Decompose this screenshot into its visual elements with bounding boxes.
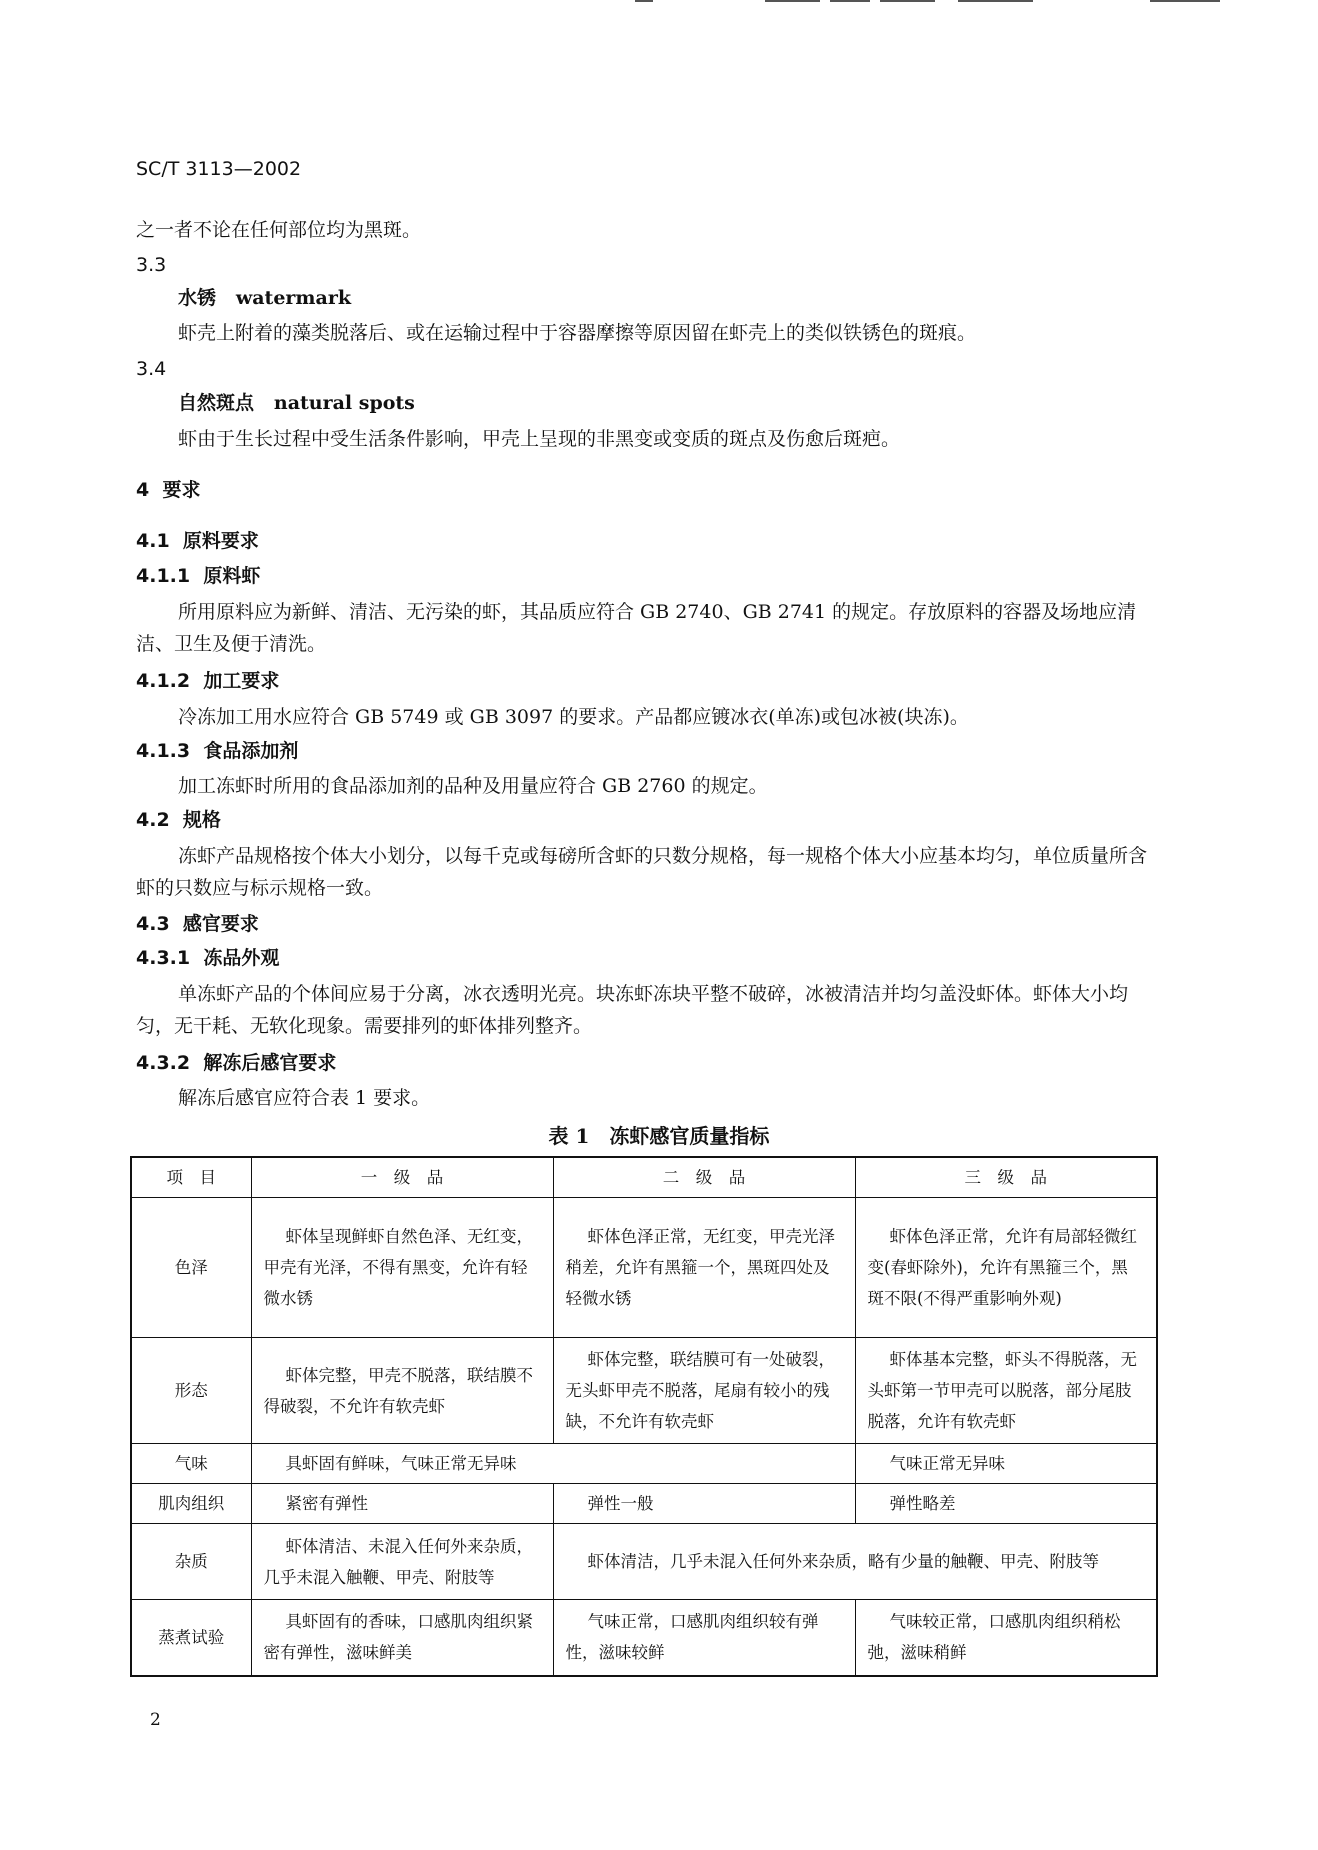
section-4-3-2-heading (136, 1050, 336, 1076)
cell-grade-3: 虾体基本完整，虾头不得脱落，无头虾第一节甲壳可以脱落，部分尾肢脱落，允许有软壳虾 (855, 1338, 1157, 1444)
cell-grade-3: 虾体色泽正常，允许有局部轻微红变(春虾除外)，允许有黑箍三个，黑斑不限(不得严重影响外观) (855, 1198, 1157, 1338)
section-4-2-body: 冻虾产品规格按个体大小划分，以每千克或每磅所含虾的只数分规格，每一规格个体大小应基本均匀，单位质量所含虾的只数应与标示规格一致。 (136, 845, 1148, 899)
row-item: 肌肉组织 (131, 1484, 251, 1524)
section-number: 4.3 (136, 913, 170, 935)
section-number: 4.1.2 (136, 670, 191, 692)
section-title: 原料虾 (203, 565, 261, 587)
row-item: 气味 (131, 1444, 251, 1484)
section-4-1-2-body: 冷冻加工用水应符合 GB 5749 或 GB 3097 的要求。产品都应镀冰衣(单冻)或包冰被(块冻)。 (178, 706, 969, 728)
cell-grade-3: 气味较正常，口感肌肉组织稍松弛，滋味稍鲜 (855, 1600, 1157, 1676)
scan-mark (765, 0, 820, 2)
scan-mark (958, 0, 1033, 2)
section-4-1-3-heading (136, 738, 298, 764)
term-natural-spots (178, 390, 415, 416)
term-watermark (178, 285, 351, 311)
section-title: 规格 (182, 809, 221, 831)
table-header-row (131, 1157, 1157, 1198)
scan-mark (1150, 0, 1220, 2)
definition-watermark: 虾壳上附着的藻类脱落后、或在运输过程中于容器摩擦等原因留在虾壳上的类似铁锈色的斑痕。 (178, 322, 977, 344)
cell-grade-1: 虾体完整，甲壳不脱落，联结膜不得破裂，不允许有软壳虾 (251, 1338, 553, 1444)
row-item: 色泽 (131, 1198, 251, 1338)
section-4-1-1-heading (136, 563, 260, 589)
definition-natural-spots: 虾由于生长过程中受生活条件影响，甲壳上呈现的非黑变或变质的斑点及伤愈后斑疤。 (178, 428, 901, 450)
cell-grade-3: 气味正常无异味 (855, 1444, 1157, 1484)
section-4-3-1-body: 单冻虾产品的个体间应易于分离，冰衣透明光亮。块冻虾冻块平整不破碎，冰被清洁并均匀盖没虾体。虾体大小均匀，无干耗、无软化现象。需要排列的虾体排列整齐。 (136, 983, 1129, 1037)
section-4-3-2-body: 解冻后感官应符合表 1 要求。 (178, 1087, 431, 1109)
section-number: 4.2 (136, 809, 170, 831)
cell-grade-1: 虾体呈现鲜虾自然色泽、无红变，甲壳有光泽，不得有黑变，允许有轻微水锈 (251, 1198, 553, 1338)
cell-grade-2: 虾体完整，联结膜可有一处破裂，无头虾甲壳不脱落，尾扇有较小的残缺，不允许有软壳虾 (553, 1338, 855, 1444)
term-en: natural spots (273, 392, 415, 414)
continuation-line: 之一者不论在任何部位均为黑斑。 (136, 219, 422, 241)
page-number: 2 (150, 1710, 161, 1730)
section-4-3-heading (136, 911, 259, 937)
cell-grade-2: 虾体色泽正常，无红变，甲壳光泽稍差，允许有黑箍一个，黑斑四处及轻微水锈 (553, 1198, 855, 1338)
section-4-1-heading (136, 528, 259, 554)
section-title: 感官要求 (182, 913, 259, 935)
section-number: 4.3.1 (136, 947, 191, 969)
table-row (131, 1524, 1157, 1600)
scan-mark (830, 0, 870, 2)
cell-grade-2: 气味正常，口感肌肉组织较有弹性，滋味较鲜 (553, 1600, 855, 1676)
cell-grade-1: 虾体清洁、未混入任何外来杂质，几乎未混入触鞭、甲壳、附肢等 (251, 1524, 553, 1600)
term-cn: 自然斑点 (178, 392, 255, 414)
section-4-2-heading (136, 807, 221, 833)
term-cn: 水锈 (178, 287, 217, 309)
cell-grade-2: 弹性一般 (553, 1484, 855, 1524)
section-4-heading (136, 477, 200, 503)
table-row (131, 1600, 1157, 1676)
table-row (131, 1444, 1157, 1484)
header-grade-1: 一 级 品 (251, 1157, 553, 1198)
header-grade-3: 三 级 品 (855, 1157, 1157, 1198)
cell-grade-2-3: 虾体清洁，几乎未混入任何外来杂质，略有少量的触鞭、甲壳、附肢等 (553, 1524, 1157, 1600)
section-title: 解冻后感官要求 (203, 1052, 337, 1074)
standard-number: SC/T 3113—2002 (136, 158, 302, 180)
cell-grade-1: 具虾固有的香味，口感肌肉组织紧密有弹性，滋味鲜美 (251, 1600, 553, 1676)
section-title: 加工要求 (203, 670, 280, 692)
section-4-3-1-heading (136, 945, 279, 971)
table-row (131, 1338, 1157, 1444)
row-item: 杂质 (131, 1524, 251, 1600)
section-number: 4.1 (136, 530, 170, 552)
section-number: 4 (136, 479, 150, 501)
section-number: 4.1.3 (136, 740, 191, 762)
cell-grade-3: 弹性略差 (855, 1484, 1157, 1524)
section-number: 4.3.2 (136, 1052, 191, 1074)
cell-grade-1-2: 具虾固有鲜味，气味正常无异味 (251, 1444, 855, 1484)
section-4-1-3-body: 加工冻虾时所用的食品添加剂的品种及用量应符合 GB 2760 的规定。 (178, 775, 768, 797)
section-title: 原料要求 (182, 530, 259, 552)
section-number: 4.1.1 (136, 565, 191, 587)
section-title: 要求 (162, 479, 201, 501)
section-3-3-number: 3.3 (136, 254, 167, 276)
scan-mark (635, 0, 653, 2)
table-row (131, 1484, 1157, 1524)
term-en: watermark (235, 287, 352, 309)
section-3-4-number: 3.4 (136, 358, 167, 380)
section-title: 食品添加剂 (203, 740, 299, 762)
sensory-quality-table (130, 1156, 1158, 1677)
header-grade-2: 二 级 品 (553, 1157, 855, 1198)
table-row (131, 1198, 1157, 1338)
section-title: 冻品外观 (203, 947, 280, 969)
row-item: 蒸煮试验 (131, 1600, 251, 1676)
header-item: 项 目 (131, 1157, 251, 1198)
cell-grade-1: 紧密有弹性 (251, 1484, 553, 1524)
table-caption: 表 1 冻虾感官质量指标 (548, 1124, 770, 1148)
section-4-1-1-body: 所用原料应为新鲜、清洁、无污染的虾，其品质应符合 GB 2740、GB 2741 的规定。存放原料的容器及场地应清洁、卫生及便于清洗。 (136, 601, 1137, 655)
scan-mark (880, 0, 935, 2)
section-4-1-2-heading (136, 668, 279, 694)
row-item: 形态 (131, 1338, 251, 1444)
